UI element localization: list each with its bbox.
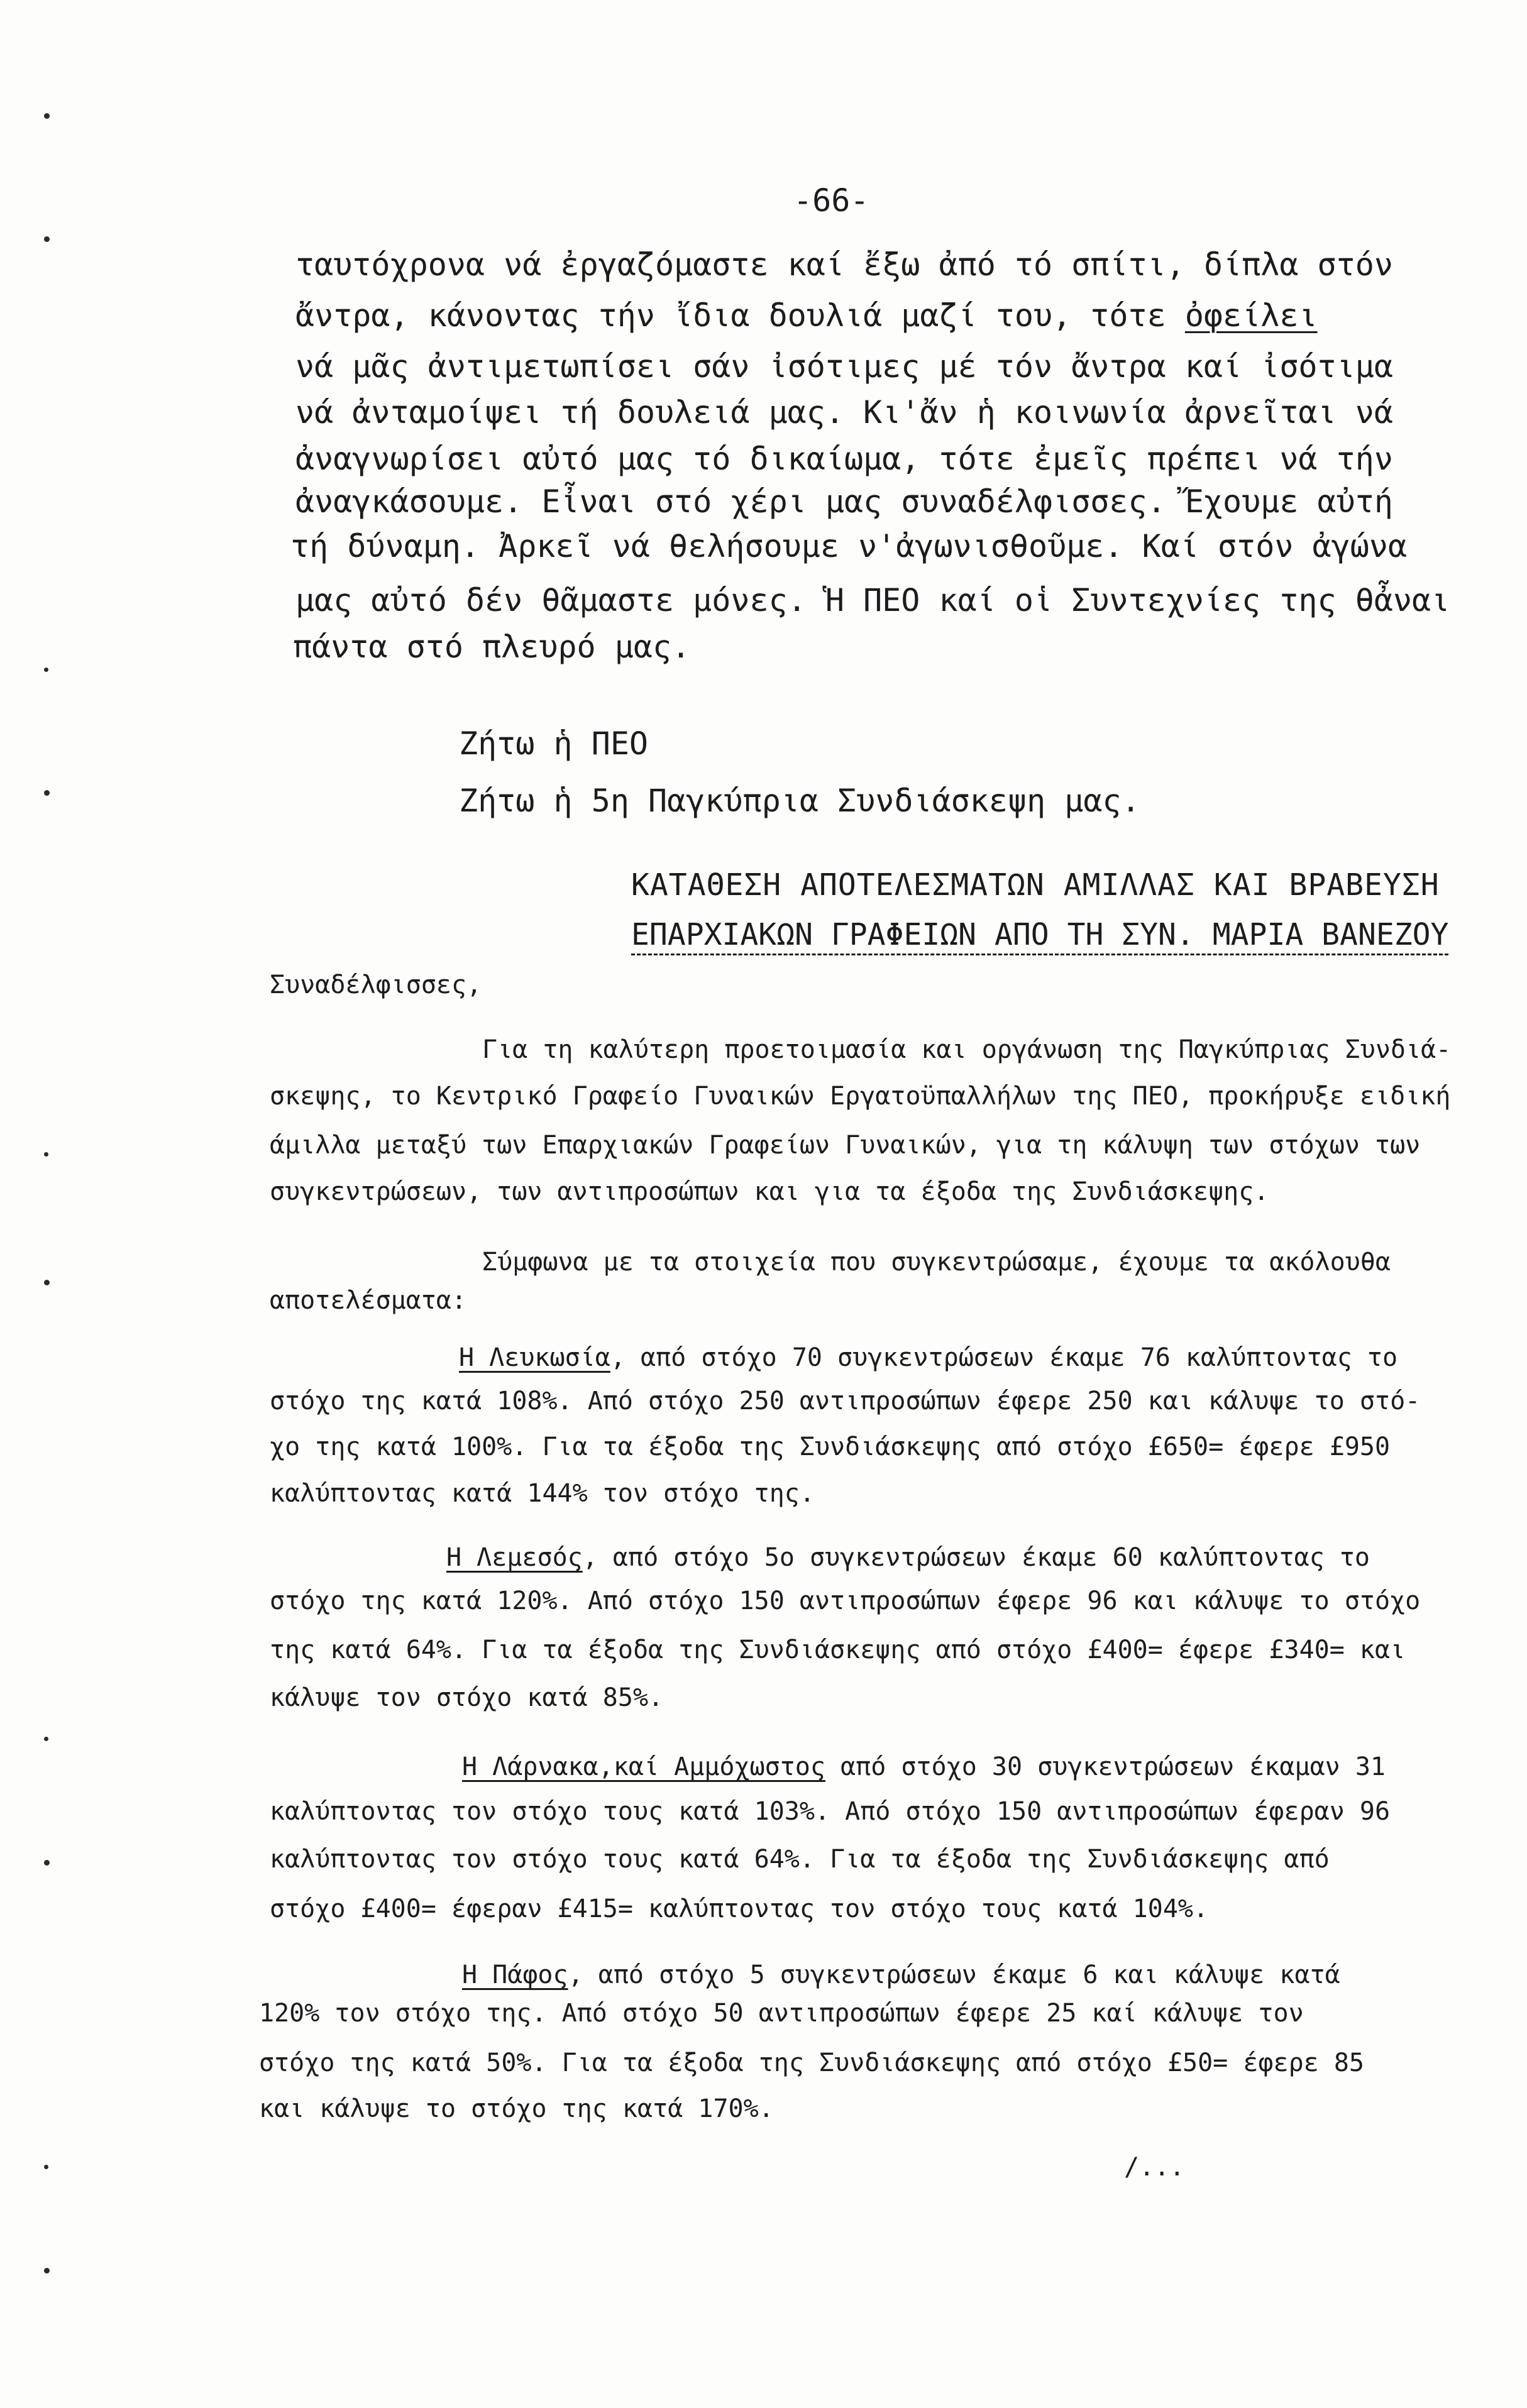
paragraph-line: άμιλλα μεταξύ των Επαρχιακών Γραφείων Γυναικών, για τη κάλυψη των στόχων των — [270, 1131, 1421, 1160]
intro-line: τή δύναμη. Ἀρκεῖ νά θελήσουμε ν'ἀγωνισθοῦμε. Καί στόν ἀγώνα — [290, 528, 1408, 564]
intro-line: πάντα στό πλευρό μας. — [293, 629, 691, 665]
intro-line: ἀναγκάσουμε. Εἶναι στό χέρι μας συναδέλφισσες. Ἔχουμε αὐτή — [295, 483, 1393, 520]
paragraph-line: Σύμφωνα με τα στοιχεία που συγκεντρώσαμε, έχουμε τα ακόλουθα — [482, 1248, 1391, 1277]
district-name: Η Λάρνακα,καί Αμμόχωστος — [462, 1752, 825, 1781]
margin-mark — [44, 1280, 50, 1285]
margin-mark — [44, 113, 50, 119]
result-line: και κάλυψε το στόχο της κατά 170%. — [259, 2094, 774, 2123]
intro-line: νά ἀνταμοίψει τή δουλειά μας. Κι'ἄν ἡ κοινωνία ἀρνεῖται νά — [295, 394, 1393, 431]
continuation-marker: /... — [1124, 2153, 1185, 2182]
result-line: καλύπτοντας τον στόχο τους κατά 103%. Από στόχο 150 αντιπροσώπων έφεραν 96 — [270, 1797, 1391, 1826]
salutation: Συναδέλφισσες, — [270, 970, 482, 999]
margin-mark — [44, 236, 50, 242]
paragraph-line: αποτελέσματα: — [270, 1286, 467, 1315]
intro-line: ταυτόχρονα νά ἐργαζόμαστε καί ἔξω ἀπό τό σπίτι, δίπλα στόν — [295, 246, 1393, 283]
margin-mark — [44, 1737, 48, 1741]
result-text: από στόχο 30 συγκεντρώσεων έκαμαν 31 — [825, 1752, 1386, 1781]
result-first-line — [462, 1754, 1386, 1779]
result-line: καλύπτοντας κατά 144% τον στόχο της. — [270, 1479, 815, 1508]
paragraph-line: Για τη καλύτερη προετοιμασία και οργάνωση της Παγκύπριας Συνδιά- — [482, 1035, 1452, 1064]
result-first-line — [462, 1962, 1340, 1987]
intro-line: μας αὐτό δέν θᾶμαστε μόνες. Ἡ ΠΕΟ καί οἱ Συντεχνίες της θἆναι — [295, 582, 1450, 618]
result-line: καλύπτοντας τον στόχο τους κατά 64%. Για τα έξοδα της Συνδιάσκεψης από — [270, 1845, 1330, 1874]
margin-mark — [44, 2268, 50, 2273]
result-first-line — [459, 1345, 1397, 1370]
result-line: 120% τον στόχο της. Από στόχο 50 αντιπροσώπων έφερε 25 καί κάλυψε τον — [259, 1999, 1304, 2028]
result-first-line — [446, 1545, 1370, 1570]
result-line: χο της κατά 100%. Για τα έξοδα της Συνδιάσκεψης από στόχο £650= έφερε £950 — [270, 1432, 1391, 1461]
intro-line — [295, 297, 1318, 334]
slogan-line: Ζήτω ἡ 5η Παγκύπρια Συνδιάσκεψη μας. — [459, 783, 1140, 819]
paragraph-line: συγκεντρώσεων, των αντιπροσώπων και για τα έξοδα της Συνδιάσκεψης. — [270, 1177, 1269, 1206]
heading-line-1: ΚΑΤΑΘΕΣΗ ΑΠΟΤΕΛΕΣΜΑΤΩΝ ΑΜΙΛΛΑΣ ΚΑΙ ΒΡΑΒΕΥΣΗ — [631, 867, 1440, 903]
result-line: κάλυψε τον στόχο κατά 85%. — [270, 1683, 664, 1712]
result-line: στόχο της κατά 120%. Από στόχο 150 αντιπροσώπων έφερε 96 και κάλυψε το στόχο — [270, 1586, 1421, 1615]
result-line: στόχο £400= έφεραν £415= καλύπτοντας τον στόχο τους κατά 104%. — [270, 1894, 1209, 1923]
district-name: Η Πάφος — [462, 1960, 568, 1989]
margin-mark — [44, 668, 48, 672]
result-text: , από στόχο 5 συγκεντρώσεων έκαμε 6 και κάλυψε κατά — [568, 1960, 1340, 1989]
margin-mark — [44, 2165, 48, 2169]
intro-line: νά μᾶς ἀντιμετωπίσει σάν ἰσότιμες μέ τόν ἄντρα καί ἰσότιμα — [295, 348, 1393, 385]
margin-mark — [44, 790, 50, 796]
intro-line: ἀναγνωρίσει αὐτό μας τό δικαίωμα, τότε ἐμεῖς πρέπει νά τήν — [295, 441, 1393, 477]
result-line: στόχο της κατά 108%. Από στόχο 250 αντιπροσώπων έφερε 250 και κάλυψε το στό- — [270, 1387, 1421, 1416]
result-text: , από στόχο 5ο συγκεντρώσεων έκαμε 60 καλύπτοντας το — [582, 1543, 1370, 1572]
district-name: Η Λευκωσία — [459, 1343, 610, 1372]
intro-line-text: ἄντρα, κάνοντας τήν ἴδια δουλιά μαζί του, τότε — [295, 297, 1185, 334]
paragraph-line: σκεψης, το Κεντρικό Γραφείο Γυναικών Εργατοϋπαλλήλων της ΠΕΟ, προκήρυξε ειδική — [270, 1082, 1451, 1111]
margin-mark — [44, 1152, 48, 1157]
result-text: , από στόχο 70 συγκεντρώσεων έκαμε 76 καλύπτοντας το — [610, 1343, 1398, 1372]
heading-line-2: ΕΠΑΡΧΙΑΚΩΝ ΓΡΑΦΕΙΩΝ ΑΠΟ ΤΗ ΣΥΝ. ΜΑΡΙΑ ΒΑΝΕΖΟΥ — [631, 920, 1448, 955]
underlined-word: ὀφείλει — [1184, 297, 1318, 334]
slogan-line: Ζήτω ἡ ΠΕΟ — [459, 725, 649, 762]
result-line: της κατά 64%. Για τα έξοδα της Συνδιάσκεψης από στόχο £400= έφερε £340= και — [270, 1636, 1406, 1664]
district-name: Η Λεμεσός — [446, 1543, 583, 1572]
result-line: στόχο της κατά 50%. Για τα έξοδα της Συνδιάσκεψης από στόχο £50= έφερε 85 — [259, 2048, 1364, 2077]
margin-mark — [44, 1860, 50, 1866]
page-number: -66- — [793, 182, 869, 219]
